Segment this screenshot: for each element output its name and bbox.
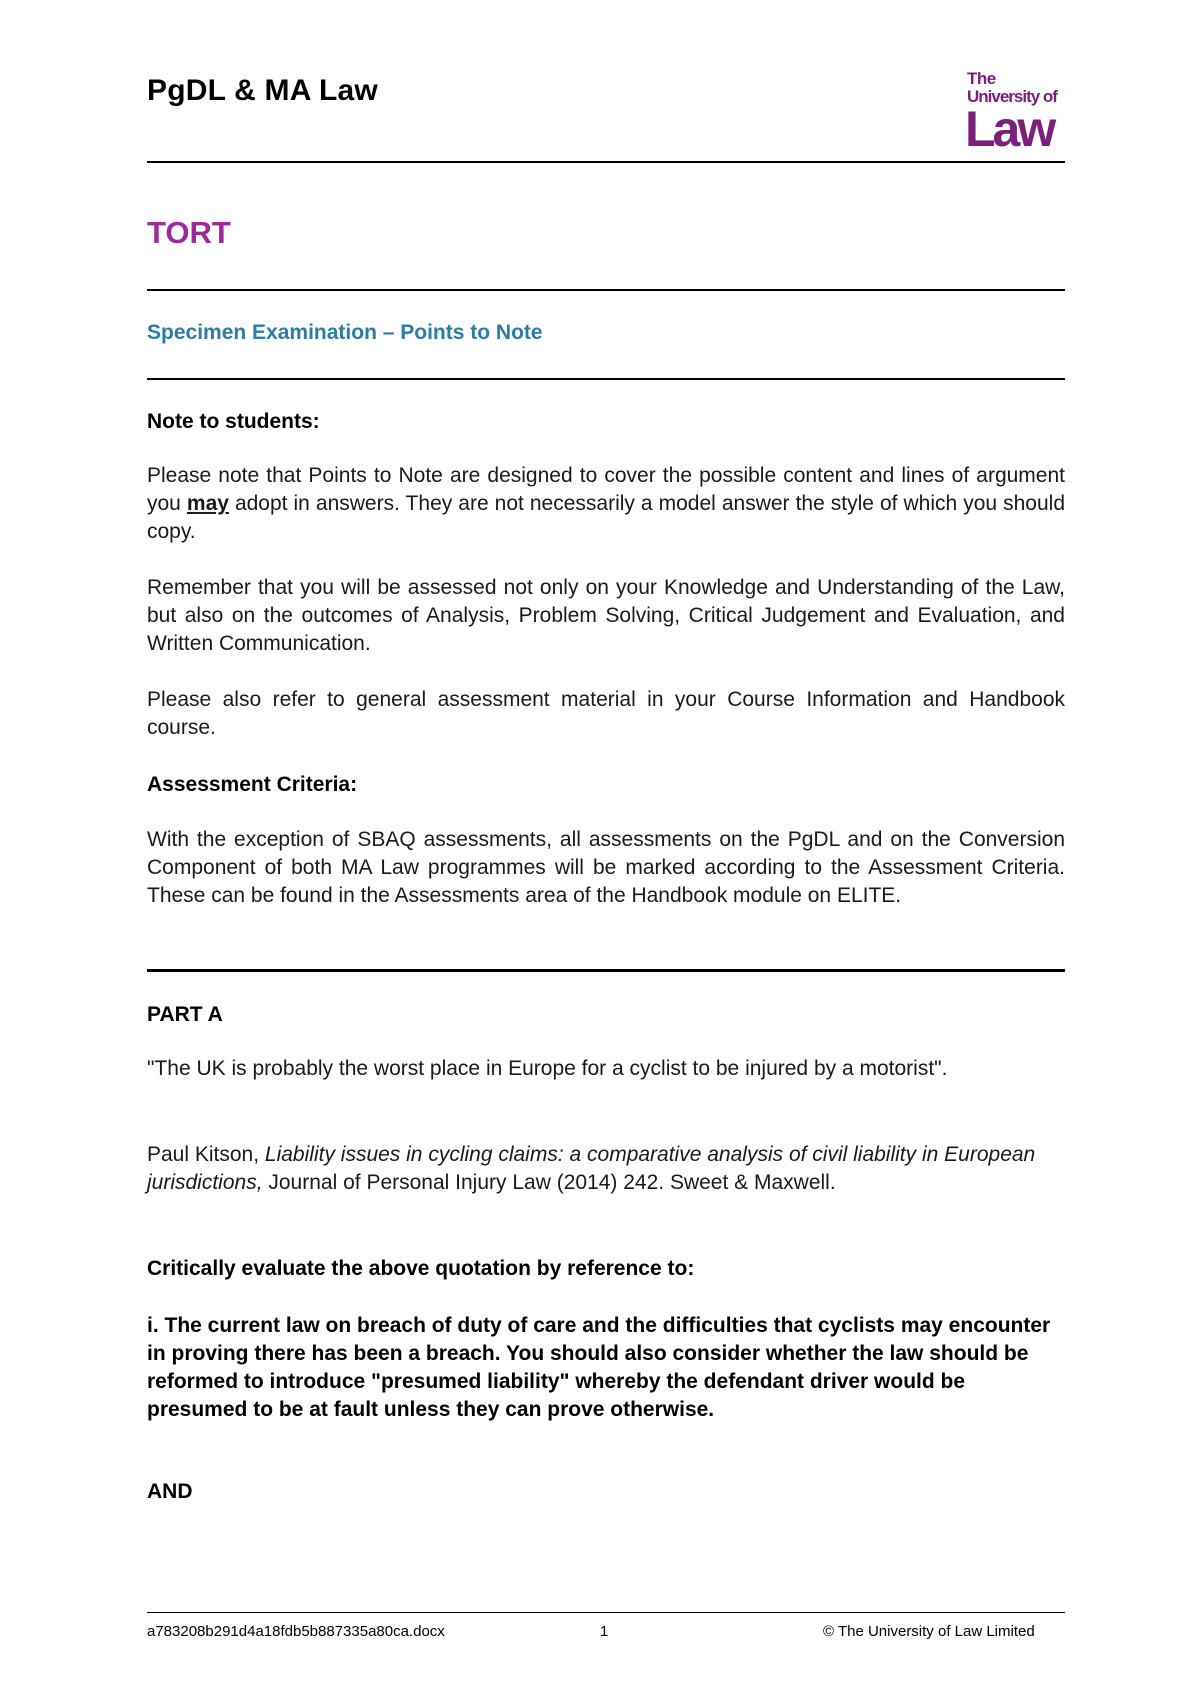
note-p1-text-start: Please note that Points to Note are designed to cover the possible content and lines of argument you — [147, 464, 1065, 515]
header-rule — [147, 161, 1065, 163]
part-a-quote: "The UK is probably the worst place in Europe for a cyclist to be injured by a motorist". — [147, 1057, 948, 1080]
footer-page-number: 1 — [600, 1623, 609, 1640]
part-a-heading: PART A — [147, 1003, 223, 1026]
and-label: AND — [147, 1480, 193, 1503]
logo-line-the: The — [967, 69, 996, 88]
section-divider — [147, 969, 1065, 972]
footer-filename: a783208b291d4a18fdb5b887335a80ca.docx — [147, 1623, 445, 1640]
subject-title: TORT — [147, 215, 231, 250]
citation-title: Liability issues in cycling claims: a comparative analysis of civil liability in European jurisdictions, — [147, 1143, 1036, 1194]
document-subtitle: Specimen Examination – Points to Note — [147, 321, 543, 344]
note-p1-emphasis: may — [186, 492, 229, 515]
subtitle-rule — [147, 378, 1065, 380]
header-title: PgDL & MA Law — [147, 74, 378, 107]
logo-line-law: Law — [965, 101, 1054, 157]
note-p1-text-end: adopt in answers. They are not necessarily a model answer the style of which you should copy. — [147, 492, 1065, 543]
note-heading: Note to students: — [147, 410, 320, 433]
footer-rule — [147, 1612, 1065, 1613]
note-paragraph-2: Remember that you will be assessed not only on your Knowledge and Understanding of the Law, but also on the outcomes of Analysis, Problem Solving, Critical Judgement and Evaluation, and Written Communication. — [147, 576, 1065, 655]
footer-copyright: © The University of Law Limited — [823, 1623, 1035, 1640]
university-of-law-logo — [965, 69, 1065, 157]
part-a-question-i: i. The current law on breach of duty of care and the difficulties that cyclists may encounter in proving there has been a breach. You should also consider whether the law should be reformed to introduce "presumed liability" whereby the defendant driver would be presumed to be at fault unless they can prove otherwise. — [147, 1314, 1051, 1421]
logo-line-university-of: University of — [967, 87, 1057, 106]
citation-source: Journal of Personal Injury Law (2014) 242. Sweet & Maxwell. — [262, 1171, 836, 1194]
part-a-citation — [147, 1141, 1047, 1197]
citation-author: Paul Kitson, — [147, 1143, 265, 1166]
subject-rule — [147, 289, 1065, 291]
part-a-instruction: Critically evaluate the above quotation by reference to: — [147, 1257, 695, 1280]
criteria-paragraph: With the exception of SBAQ assessments, all assessments on the PgDL and on the Conversion Component of both MA Law programmes will be marked according to the Assessment Criteria. These can be found in the Assessments area of the Handbook module on ELITE. — [147, 828, 1065, 907]
criteria-heading: Assessment Criteria: — [147, 773, 358, 796]
note-paragraph-1 — [147, 462, 1065, 546]
note-paragraph-3: Please also refer to general assessment material in your Course Information and Handbook course. — [147, 688, 1065, 739]
